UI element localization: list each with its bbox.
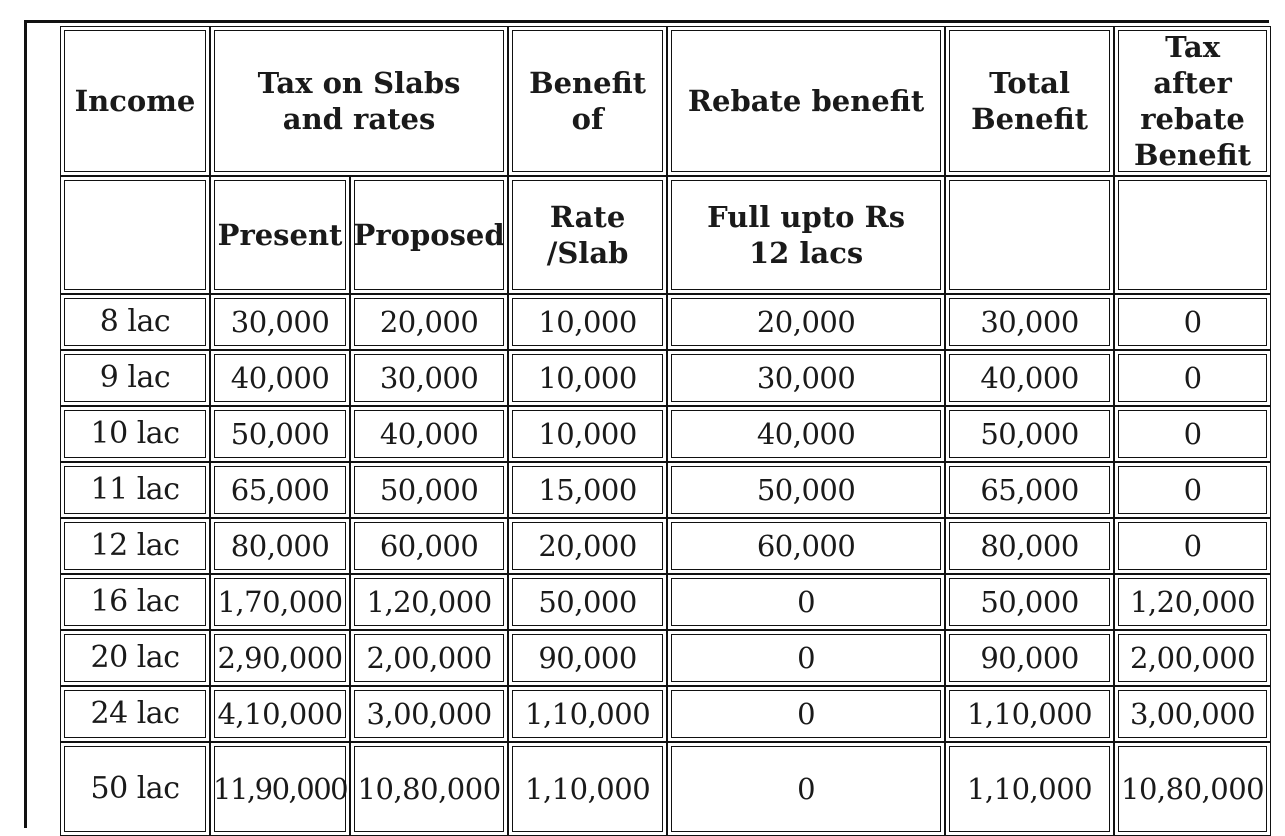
cell-rebate: 0 [667,574,945,630]
cell-after: 0 [1114,406,1271,462]
cell-income: 50 lac [60,742,210,836]
cell-income: 20 lac [60,630,210,686]
cell-total: 30,000 [945,294,1114,350]
header-tax-after-rebate: Tax after rebate Benefit [1114,26,1271,176]
cell-rate-slab: 1,10,000 [508,742,667,836]
cell-present: 40,000 [210,350,350,406]
cell-rate-slab: 10,000 [508,406,667,462]
cell-present: 50,000 [210,406,350,462]
cell-rate-slab: 1,10,000 [508,686,667,742]
cell-rate-slab: 15,000 [508,462,667,518]
table-row [60,686,1271,742]
cell-after: 1,20,000 [1114,574,1271,630]
table-row [60,630,1271,686]
cell-after: 0 [1114,518,1271,574]
table-row [60,294,1271,350]
table-row [60,742,1271,836]
cell-present: 11,90,000 [210,742,350,836]
cell-proposed: 60,000 [350,518,508,574]
header-full-upto: Full upto Rs 12 lacs [667,176,945,294]
cell-rebate: 0 [667,686,945,742]
cell-income: 11 lac [60,462,210,518]
cell-total: 50,000 [945,574,1114,630]
header-income-blank [60,176,210,294]
cell-income: 10 lac [60,406,210,462]
cell-total: 1,10,000 [945,742,1114,836]
cell-income: 24 lac [60,686,210,742]
cell-rebate: 0 [667,742,945,836]
cell-total: 65,000 [945,462,1114,518]
cell-rebate: 60,000 [667,518,945,574]
cell-total: 50,000 [945,406,1114,462]
cell-proposed: 2,00,000 [350,630,508,686]
header-benefit-of: Benefit of [508,26,667,176]
cell-present: 1,70,000 [210,574,350,630]
cell-present: 2,90,000 [210,630,350,686]
cell-rate-slab: 90,000 [508,630,667,686]
cell-after: 3,00,000 [1114,686,1271,742]
cell-proposed: 30,000 [350,350,508,406]
header-total-blank [945,176,1114,294]
cell-rebate: 30,000 [667,350,945,406]
cell-present: 30,000 [210,294,350,350]
table-row [60,462,1271,518]
cell-income: 12 lac [60,518,210,574]
cell-after: 0 [1114,294,1271,350]
cell-income: 9 lac [60,350,210,406]
cell-after: 2,00,000 [1114,630,1271,686]
cell-after: 0 [1114,350,1271,406]
header-proposed: Proposed [350,176,508,294]
header-income: Income [60,26,210,176]
cell-rebate: 20,000 [667,294,945,350]
header-total-benefit: Total Benefit [945,26,1114,176]
cell-rate-slab: 10,000 [508,350,667,406]
cell-proposed: 3,00,000 [350,686,508,742]
header-after-blank [1114,176,1271,294]
cell-present: 4,10,000 [210,686,350,742]
cell-rate-slab: 10,000 [508,294,667,350]
cell-present: 80,000 [210,518,350,574]
header-row-1 [60,26,1271,176]
cell-proposed: 20,000 [350,294,508,350]
header-rate-slab: Rate /Slab [508,176,667,294]
cell-after: 0 [1114,462,1271,518]
cell-proposed: 10,80,000 [350,742,508,836]
header-row-2 [60,176,1271,294]
cell-rebate: 50,000 [667,462,945,518]
cell-total: 80,000 [945,518,1114,574]
cell-rebate: 0 [667,630,945,686]
table-row [60,350,1271,406]
table-row [60,406,1271,462]
header-rebate-benefit: Rebate benefit [667,26,945,176]
table-row [60,518,1271,574]
tax-comparison-table [60,26,1271,836]
cell-income: 8 lac [60,294,210,350]
cell-total: 40,000 [945,350,1114,406]
table-row [60,574,1271,630]
cell-proposed: 50,000 [350,462,508,518]
header-tax-on-slabs: Tax on Slabs and rates [210,26,508,176]
cell-proposed: 40,000 [350,406,508,462]
cell-proposed: 1,20,000 [350,574,508,630]
cell-total: 90,000 [945,630,1114,686]
header-present: Present [210,176,350,294]
cell-after: 10,80,000 [1114,742,1271,836]
cell-rate-slab: 20,000 [508,518,667,574]
cell-rate-slab: 50,000 [508,574,667,630]
cell-present: 65,000 [210,462,350,518]
cell-total: 1,10,000 [945,686,1114,742]
cell-rebate: 40,000 [667,406,945,462]
cell-income: 16 lac [60,574,210,630]
